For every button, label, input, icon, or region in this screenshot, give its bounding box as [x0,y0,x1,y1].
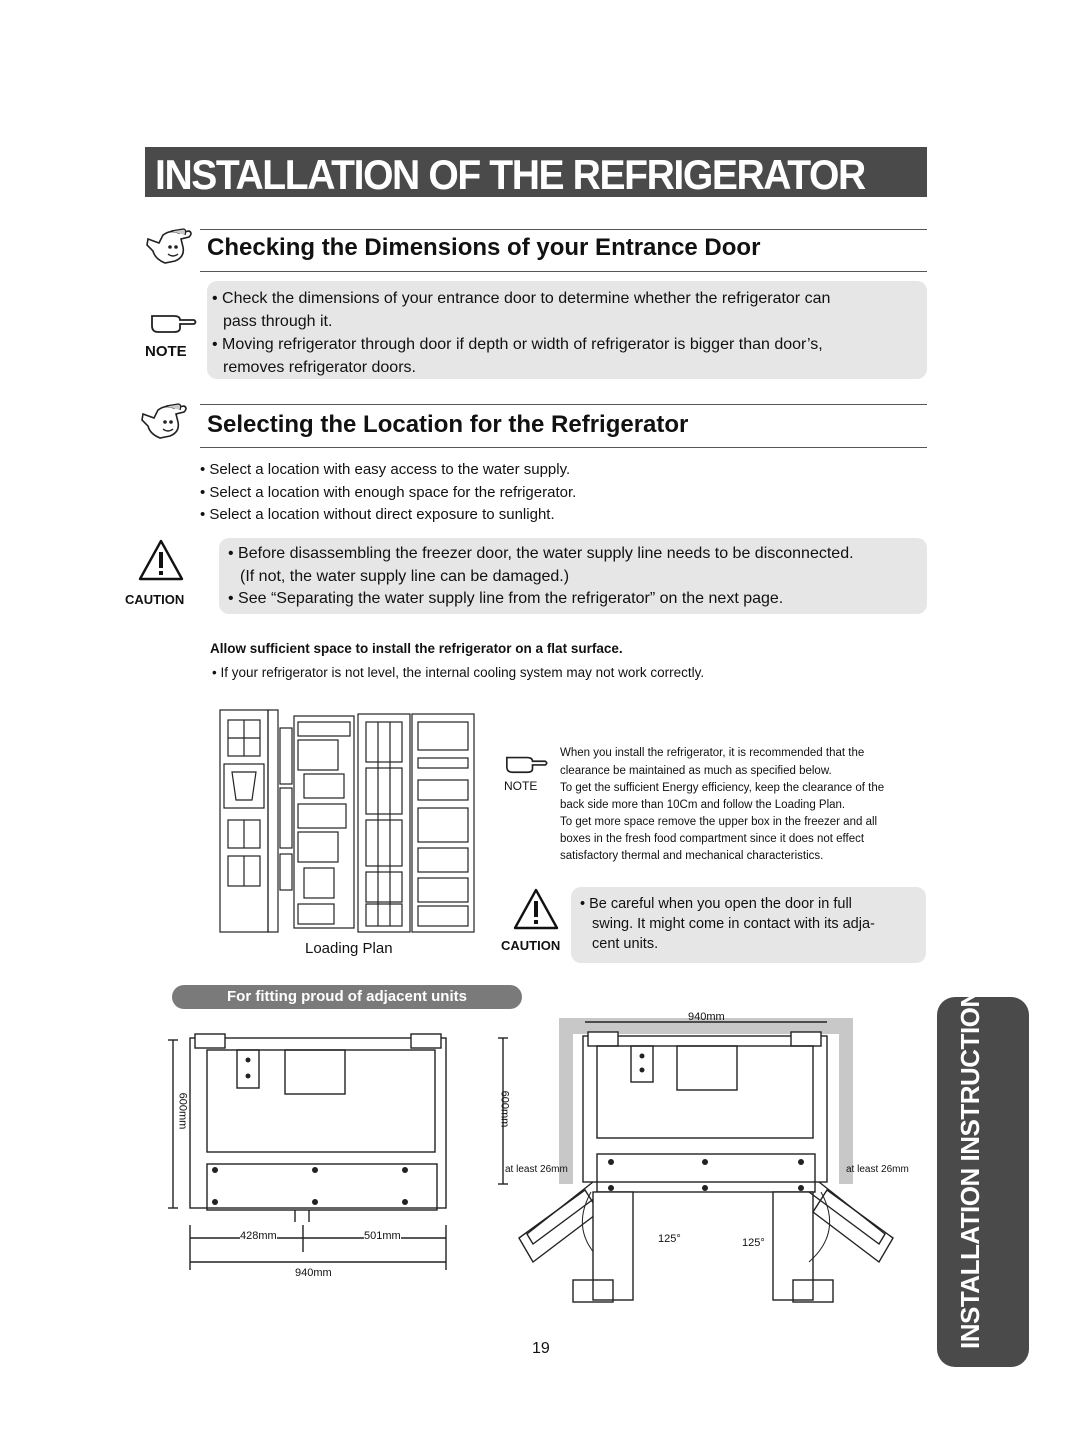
top-view-diagram-left [165,1030,460,1285]
swing-caution-line-3: cent units. [592,936,659,952]
plan-note-line-3: To get the sufficient Energy efficiency, keep the clearance of the [560,782,885,794]
warning-icon [138,539,184,586]
caution-line-3: • See “Separating the water supply line from the refrigerator” on the next page. [228,590,784,607]
top-view-diagram-right [493,1012,923,1312]
page-title: INSTALLATION OF THE REFRIGERATOR [155,151,865,198]
right-depth-label: 600mm [498,1090,511,1128]
swing-caution-line-1: • Be careful when you open the door in full [580,896,852,912]
section-title-location: Selecting the Location for the Refrigerator [207,411,689,438]
plan-note-line-4: back side more than 10Cm and follow the Loading Plan. [560,799,846,811]
clearance-right-label: at least 26mm [846,1164,909,1175]
warning-icon [513,888,559,935]
note-hand-icon [150,310,198,341]
location-bullet-2: • Select a location with enough space for the refrigerator. [200,484,577,501]
section-title-entrance-door: Checking the Dimensions of your Entrance Door [207,234,761,261]
caution-line-1: • Before disassembling the freezer door, the water supply line needs to be disconnected. [228,545,854,562]
plan-note-line-7: satisfactory thermal and mechanical characteristics. [560,850,824,862]
note-line-3: • Moving refrigerator through door if depth or width of refrigerator is bigger than door’s, [212,336,823,353]
right-width-label: 940mm [688,1011,725,1023]
page-number: 19 [532,1340,550,1357]
section-rule-top [200,229,927,230]
caution-label: CAUTION [125,592,185,607]
pointing-hand-icon [140,400,190,442]
loading-plan-caption: Loading Plan [305,940,393,957]
section-rule-top [200,404,927,405]
caution-line-2: (If not, the water supply line can be damaged.) [240,568,570,585]
clearance-left-label: at least 26mm [505,1164,568,1175]
plan-note-line-5: To get more space remove the upper box in the freezer and all [560,816,878,828]
loading-plan-diagram [218,708,478,938]
fitting-heading: For fitting proud of adjacent units [227,988,467,1005]
note-hand-icon [505,752,549,781]
flat-surface-bullet: • If your refrigerator is not level, the internal cooling system may not work correctly. [212,665,705,680]
location-bullet-3: • Select a location without direct exposure to sunlight. [200,506,555,523]
page-title-banner [145,147,927,197]
plan-note-line-2: clearance be maintained as much as specified below. [560,765,832,777]
left-width-label-1: 428mm [240,1230,277,1242]
left-width-label-2: 501mm [364,1230,401,1242]
caution-label-small: CAUTION [501,938,561,953]
pointing-hand-icon [145,225,195,267]
note-label: NOTE [145,343,187,360]
plan-note-line-6: boxes in the fresh food compartment since it does not effect [560,833,865,845]
swing-caution-line-2: swing. It might come in contact with its adja- [592,916,875,932]
note-label-small: NOTE [504,779,538,793]
angle-right-label: 125° [742,1237,765,1249]
section-rule-bottom [200,271,927,272]
plan-note-line-1: When you install the refrigerator, it is recommended that the [560,747,865,759]
location-bullet-1: • Select a location with easy access to the water supply. [200,461,571,478]
left-depth-label: 600mm [176,1092,189,1130]
note-line-4: removes refrigerator doors. [223,359,416,376]
section-rule-bottom [200,447,927,448]
left-total-width-label: 940mm [295,1267,332,1279]
fitting-heading-pill [172,985,522,1009]
flat-surface-heading: Allow sufficient space to install the refrigerator on a flat surface. [210,641,623,656]
side-tab-label: INSTALLATION INSTRUCTIONS [955,972,985,1349]
note-line-1: • Check the dimensions of your entrance door to determine whether the refrigerator can [212,290,831,307]
angle-left-label: 125° [658,1233,681,1245]
side-section-tab [937,972,1029,1367]
note-line-2: pass through it. [223,313,333,330]
